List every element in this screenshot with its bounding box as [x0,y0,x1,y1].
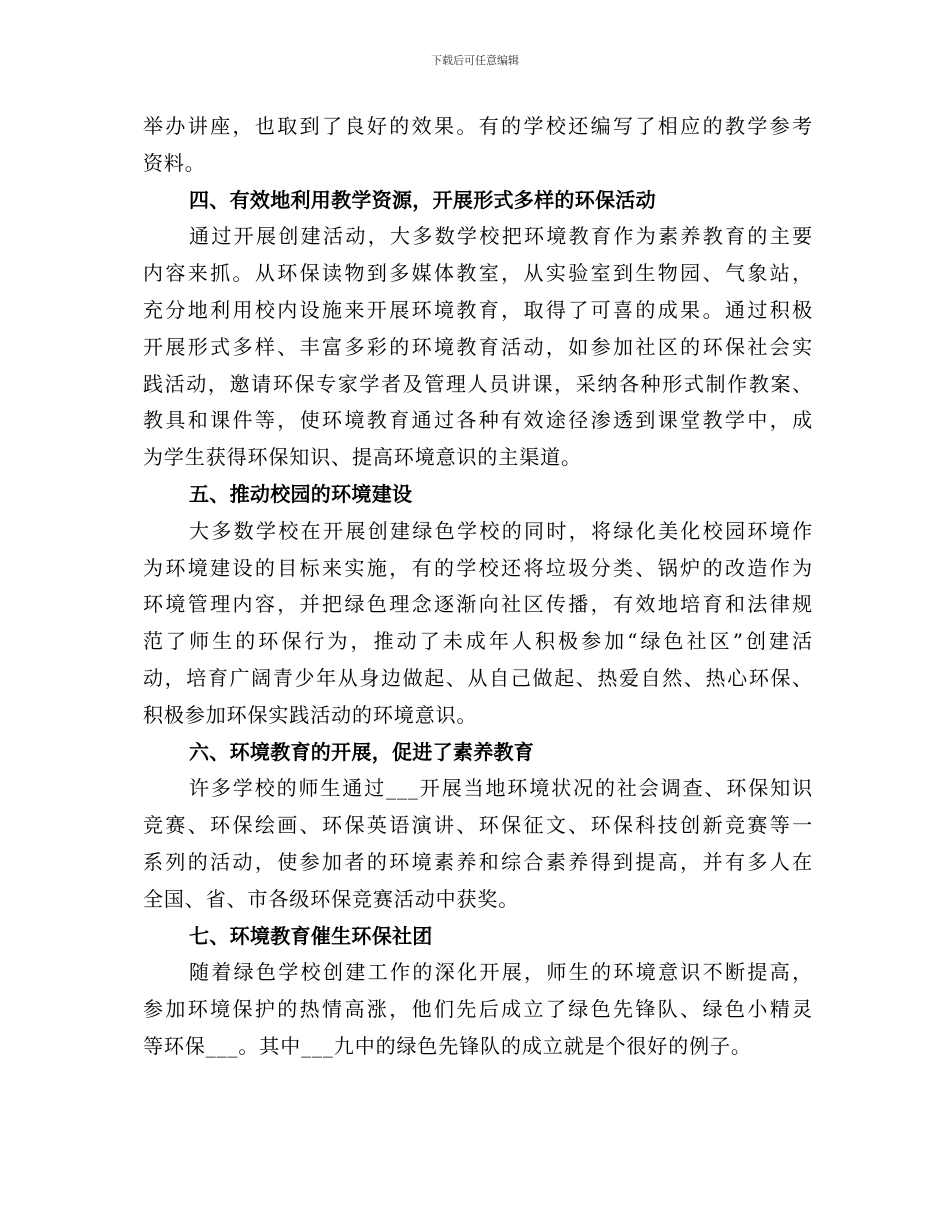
paragraph-line: 充分地利用校内设施来开展环境教育，取得了可喜的成果。通过积极 [143,297,813,322]
paragraph-line: 等环保___。其中___九中的绿色先锋队的成立就是个很好的例子。 [143,1033,752,1058]
paragraph-line: 资料。 [143,150,206,175]
page-header: 下载后可任意编辑 [431,54,519,67]
paragraph-line: 大多数学校在开展创建绿色学校的同时，将绿化美化校园环境作 [189,518,813,543]
section-heading: 五、推动校园的环境建设 [189,481,413,506]
paragraph-line: 系列的活动，使参加者的环境素养和综合素养得到提高，并有多人在 [143,849,813,874]
paragraph-line: 动，培育广阔青少年从身边做起、从自己做起、热爱自然、热心环保、 [143,665,813,690]
document-body [143,108,813,1065]
paragraph-line: 许多学校的师生通过___开展当地环境状况的社会调查、环保知识 [189,776,813,801]
paragraph-line: 为环境建设的目标来实施，有的学校还将垃圾分类、锅炉的改造作为 [143,555,813,580]
paragraph-line: 全国、省、市各级环保竞赛活动中获奖。 [143,886,520,911]
paragraph-line: 参加环境保护的热情高涨，他们先后成立了绿色先锋队、绿色小精灵 [143,997,813,1022]
paragraph-line: 为学生获得环保知识、提高环境意识的主渠道。 [143,445,582,470]
paragraph-line: 内容来抓。从环保读物到多媒体教室，从实验室到生物园、气象站， [143,261,813,286]
paragraph-line: 通过开展创建活动，大多数学校把环境教育作为素养教育的主要 [189,224,813,249]
paragraph-line: 开展形式多样、丰富多彩的环境教育活动，如参加社区的环保社会实 [143,334,813,359]
paragraph-line: 举办讲座，也取到了良好的效果。有的学校还编写了相应的教学参考 [143,114,813,138]
paragraph-line: 范了师生的环保行为，推动了未成年人积极参加“绿色社区”创建活 [143,629,813,654]
section-heading: 七、环境教育催生环保社团 [189,923,433,948]
section-heading: 六、环境教育的开展，促进了素养教育 [189,739,535,764]
paragraph-line: 随着绿色学校创建工作的深化开展，师生的环境意识不断提高， [189,960,813,985]
paragraph-line: 竞赛、环保绘画、环保英语演讲、环保征文、环保科技创新竞赛等一 [143,813,813,838]
paragraph-line: 积极参加环保实践活动的环境意识。 [143,702,478,727]
paragraph-line: 践活动，邀请环保专家学者及管理人员讲课，采纳各种形式制作教案、 [143,371,813,396]
section-heading: 四、有效地利用教学资源，开展形式多样的环保活动 [189,187,656,212]
paragraph-line: 教具和课件等，使环境教育通过各种有效途径渗透到课堂教学中，成 [143,408,813,433]
paragraph-line: 环境管理内容，并把绿色理念逐渐向社区传播，有效地培育和法律规 [143,592,813,617]
